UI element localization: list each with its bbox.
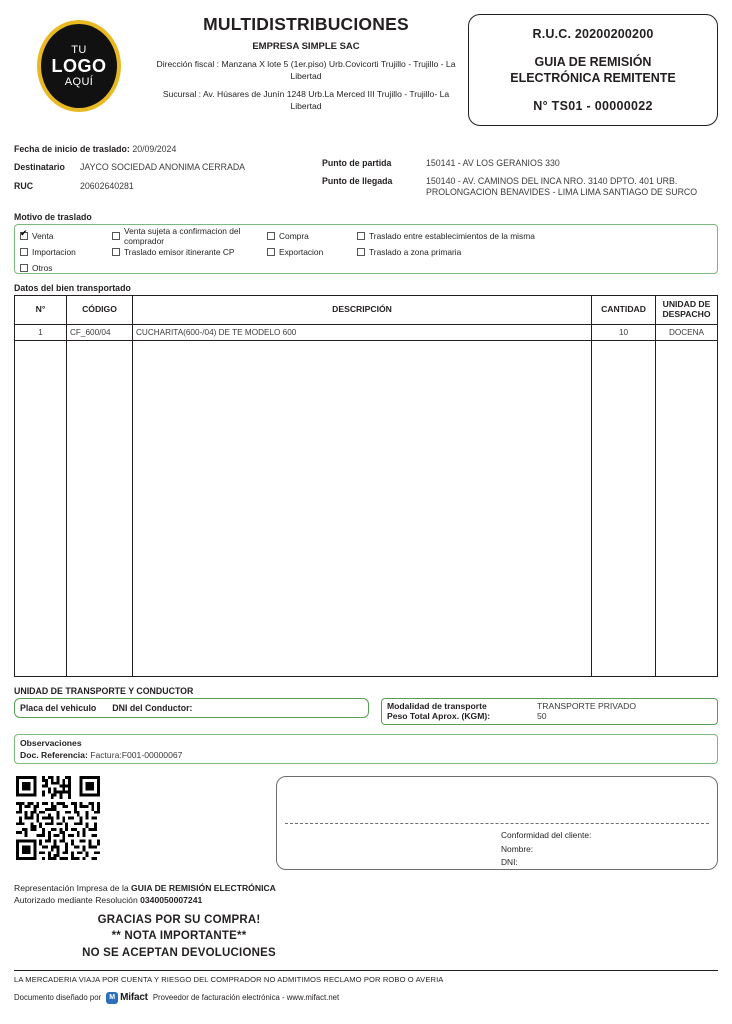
fecha-value: 20/09/2024 xyxy=(132,144,177,154)
destinatario-label: Destinatario xyxy=(14,162,65,172)
checkbox-traslado-entre-establecimientos-icon[interactable] xyxy=(357,232,365,240)
designed-by-label: Documento diseñado por xyxy=(14,993,102,1003)
checkbox-venta-sujeta-confirmacion-label: Venta sujeta a confirmacion del comprador xyxy=(124,226,241,246)
vehicle-driver-box[interactable] xyxy=(14,698,369,718)
punto-partida-row xyxy=(322,158,732,170)
transport-title: UNIDAD DE TRANSPORTE Y CONDUCTOR xyxy=(14,685,194,696)
logo-line-1: TU xyxy=(71,43,87,56)
qr-code-icon xyxy=(16,776,100,860)
company-legal-name: EMPRESA SIMPLE SAC xyxy=(252,41,360,52)
document-serial-number: N° TS01 - 00000022 xyxy=(533,99,653,114)
motivo-title: Motivo de traslado xyxy=(14,212,92,222)
nombre-label: Nombre: xyxy=(501,843,534,854)
punto-partida-label: Punto de partida xyxy=(322,158,392,168)
doc-referencia-label: Doc. Referencia: xyxy=(20,749,88,760)
checkbox-venta[interactable] xyxy=(20,231,112,241)
qr-container xyxy=(14,776,276,860)
ruc-label: RUC xyxy=(14,181,34,191)
peso-label: Peso Total Aprox. (KGM): xyxy=(387,710,491,721)
representacion-prefix: Representación Impresa de la xyxy=(14,882,132,893)
dni-label: DNI: xyxy=(501,857,518,868)
filler-cantidad xyxy=(592,340,656,676)
checkbox-otros-label: Otros xyxy=(32,263,53,273)
checkbox-traslado-zona-primaria[interactable] xyxy=(357,247,461,257)
goods-section xyxy=(14,283,718,677)
mifact-shield-icon xyxy=(106,992,118,1004)
goods-header-descripcion: DESCRIPCIÓN xyxy=(133,296,592,325)
thanks-line-2: ** NOTA IMPORTANTE** xyxy=(111,930,247,943)
modalidad-value: TRANSPORTE PRIVADO xyxy=(537,700,637,711)
doc-referencia-row xyxy=(20,750,712,760)
filler-n xyxy=(15,340,67,676)
observaciones-title: Observaciones xyxy=(20,737,82,748)
transport-section xyxy=(14,686,718,725)
footer-divider xyxy=(14,970,718,971)
ruc-document-box xyxy=(468,14,718,126)
provider-text: Proveedor de facturación electrónica - www.mifact.net xyxy=(152,993,340,1003)
representacion-line xyxy=(14,882,304,894)
checkbox-venta-label: Venta xyxy=(32,231,54,241)
logo-line-2: LOGO xyxy=(51,55,107,76)
thanks-block xyxy=(14,912,344,962)
goods-table-body xyxy=(15,324,718,676)
motivo-row-3 xyxy=(20,261,712,275)
cell-codigo: CF_600/04 xyxy=(67,324,133,340)
document-type-title xyxy=(510,54,676,87)
motivo-section xyxy=(14,212,718,274)
punto-llegada-label: Punto de llegada xyxy=(322,175,393,186)
company-block xyxy=(144,8,468,112)
mifact-shield-glyph: M xyxy=(109,994,116,1002)
logo-container xyxy=(14,8,144,112)
transport-mode-box xyxy=(381,698,718,725)
destinatario-value: JAYCO SOCIEDAD ANONIMA CERRADA xyxy=(80,162,246,172)
qr-signature-section xyxy=(14,776,718,870)
goods-header-unidad-line-1: UNIDAD DE xyxy=(662,299,711,309)
checkbox-compra-label: Compra xyxy=(279,231,309,241)
modalidad-label: Modalidad de transporte xyxy=(387,700,487,711)
document-type-line-2: ELECTRÓNICA REMITENTE xyxy=(510,71,676,85)
checkbox-exportacion-label: Exportacion xyxy=(279,247,324,257)
mifact-brand-name: Mifact xyxy=(120,992,148,1004)
checkbox-traslado-zona-primaria-label: Traslado a zona primaria xyxy=(369,247,462,257)
company-logo xyxy=(37,20,121,112)
provider-line xyxy=(14,992,718,1004)
modalidad-row xyxy=(387,701,712,711)
checkbox-traslado-emisor-itinerante[interactable] xyxy=(112,247,267,257)
cell-descripcion: CUCHARITA(600-/04) DE TE MODELO 600 xyxy=(133,324,592,340)
checkbox-traslado-zona-primaria-icon[interactable] xyxy=(357,248,365,256)
punto-llegada-value: 150140 - AV. CAMINOS DEL INCA NRO. 3140 DPTO. 401 URB. PROLONGACION BENAVIDES - LIMA LIMA SANTIAGO DE SURCO xyxy=(426,175,698,198)
peso-value: 50 xyxy=(537,710,547,721)
motivo-box xyxy=(14,224,718,274)
signature-box[interactable] xyxy=(276,776,718,870)
company-address-fiscal: Dirección fiscal : Manzana X lote 5 (1er.piso) Urb.Covicorti Trujillo - Trujillo - La Libertad xyxy=(156,59,456,81)
checkbox-importacion-icon[interactable] xyxy=(20,248,28,256)
table-filler-row xyxy=(15,340,718,676)
checkbox-venta-sujeta-confirmacion[interactable] xyxy=(112,226,267,246)
representacion-bold: GUIA DE REMISIÓN ELECTRÓNICA xyxy=(131,882,276,893)
transport-row xyxy=(14,698,718,725)
logo-line-3: AQUÍ xyxy=(64,76,94,89)
checkbox-otros-icon[interactable] xyxy=(20,264,28,272)
signature-fields xyxy=(501,829,591,870)
thanks-line-1: GRACIAS POR SU COMPRA! xyxy=(97,913,261,926)
ruc-value: 20602640281 xyxy=(80,181,134,191)
checkbox-venta-sujeta-confirmacion-icon[interactable] xyxy=(112,232,120,240)
signature-divider xyxy=(285,823,709,824)
goods-header-cantidad: CANTIDAD xyxy=(592,296,656,325)
legal-notice: LA MERCADERIA VIAJA POR CUENTA Y RIESGO DEL COMPRADOR NO ADMITIMOS RECLAMO POR ROBO O AVERIA xyxy=(14,974,444,984)
goods-header-codigo: CÓDIGO xyxy=(67,296,133,325)
checkbox-venta-icon[interactable] xyxy=(20,232,28,240)
checkbox-traslado-emisor-itinerante-icon[interactable] xyxy=(112,248,120,256)
motivo-row-1 xyxy=(20,226,712,246)
filler-descripcion xyxy=(133,340,592,676)
punto-llegada-row xyxy=(322,176,732,199)
fecha-label: Fecha de inicio de traslado: xyxy=(14,144,130,154)
company-address-branch: Sucursal : Av. Húsares de Junín 1248 Urb.La Merced III Trujillo - Trujillo- La Libertad xyxy=(162,89,450,111)
cell-cantidad: 10 xyxy=(592,324,656,340)
table-row xyxy=(15,324,718,340)
checkbox-traslado-entre-establecimientos[interactable] xyxy=(357,231,535,241)
fecha-row xyxy=(14,144,404,154)
motivo-row-2 xyxy=(20,245,712,259)
autorizado-line xyxy=(14,895,718,905)
checkbox-compra-icon[interactable] xyxy=(267,232,275,240)
goods-header-unidad-line-2: DESPACHO xyxy=(662,308,711,319)
shipment-info-right xyxy=(322,158,732,205)
filler-codigo xyxy=(67,340,133,676)
goods-table xyxy=(14,295,718,677)
checkbox-exportacion-icon[interactable] xyxy=(267,248,275,256)
filler-unidad xyxy=(656,340,718,676)
checkbox-compra[interactable] xyxy=(267,231,357,241)
checkbox-traslado-emisor-itinerante-label: Traslado emisor itinerante CP xyxy=(124,247,235,257)
goods-table-head xyxy=(15,296,718,325)
shipment-info xyxy=(14,144,718,206)
document-type-line-1: GUIA DE REMISIÓN xyxy=(534,54,652,69)
cell-n: 1 xyxy=(15,324,67,340)
mifact-logo xyxy=(106,992,148,1004)
checkbox-traslado-entre-establecimientos-label: Traslado entre establecimientos de la misma xyxy=(369,231,535,241)
autorizado-prefix: Autorizado mediante Resolución xyxy=(14,894,141,905)
document-header xyxy=(14,0,718,132)
goods-header-unidad-despacho xyxy=(656,296,718,325)
placa-label: Placa del vehiculo xyxy=(20,702,97,713)
punto-partida-value: 150141 - AV LOS GERANIOS 330 xyxy=(426,158,560,168)
checkbox-otros[interactable] xyxy=(20,263,112,273)
peso-row xyxy=(387,711,712,721)
document-footer xyxy=(14,882,718,1004)
goods-header-row xyxy=(15,296,718,325)
goods-title: Datos del bien transportado xyxy=(14,283,131,293)
dni-conductor-label: DNI del Conductor: xyxy=(112,702,193,713)
ruc-number: R.U.C. 20200200200 xyxy=(532,26,654,41)
cell-unidad: DOCENA xyxy=(656,324,718,340)
thanks-line-3: NO SE ACEPTAN DEVOLUCIONES xyxy=(82,947,276,960)
company-name: MULTIDISTRIBUCIONES xyxy=(203,14,409,34)
checkbox-exportacion[interactable] xyxy=(267,247,357,257)
doc-referencia-value: Factura:F001-00000067 xyxy=(90,749,183,760)
checkbox-importacion-label: Importacion xyxy=(32,247,76,257)
autorizado-bold: 0340050007241 xyxy=(140,894,203,905)
observaciones-box xyxy=(14,734,718,764)
goods-header-n: N° xyxy=(15,296,67,325)
checkbox-importacion[interactable] xyxy=(20,247,112,257)
conformidad-label: Conformidad del cliente: xyxy=(501,829,592,840)
